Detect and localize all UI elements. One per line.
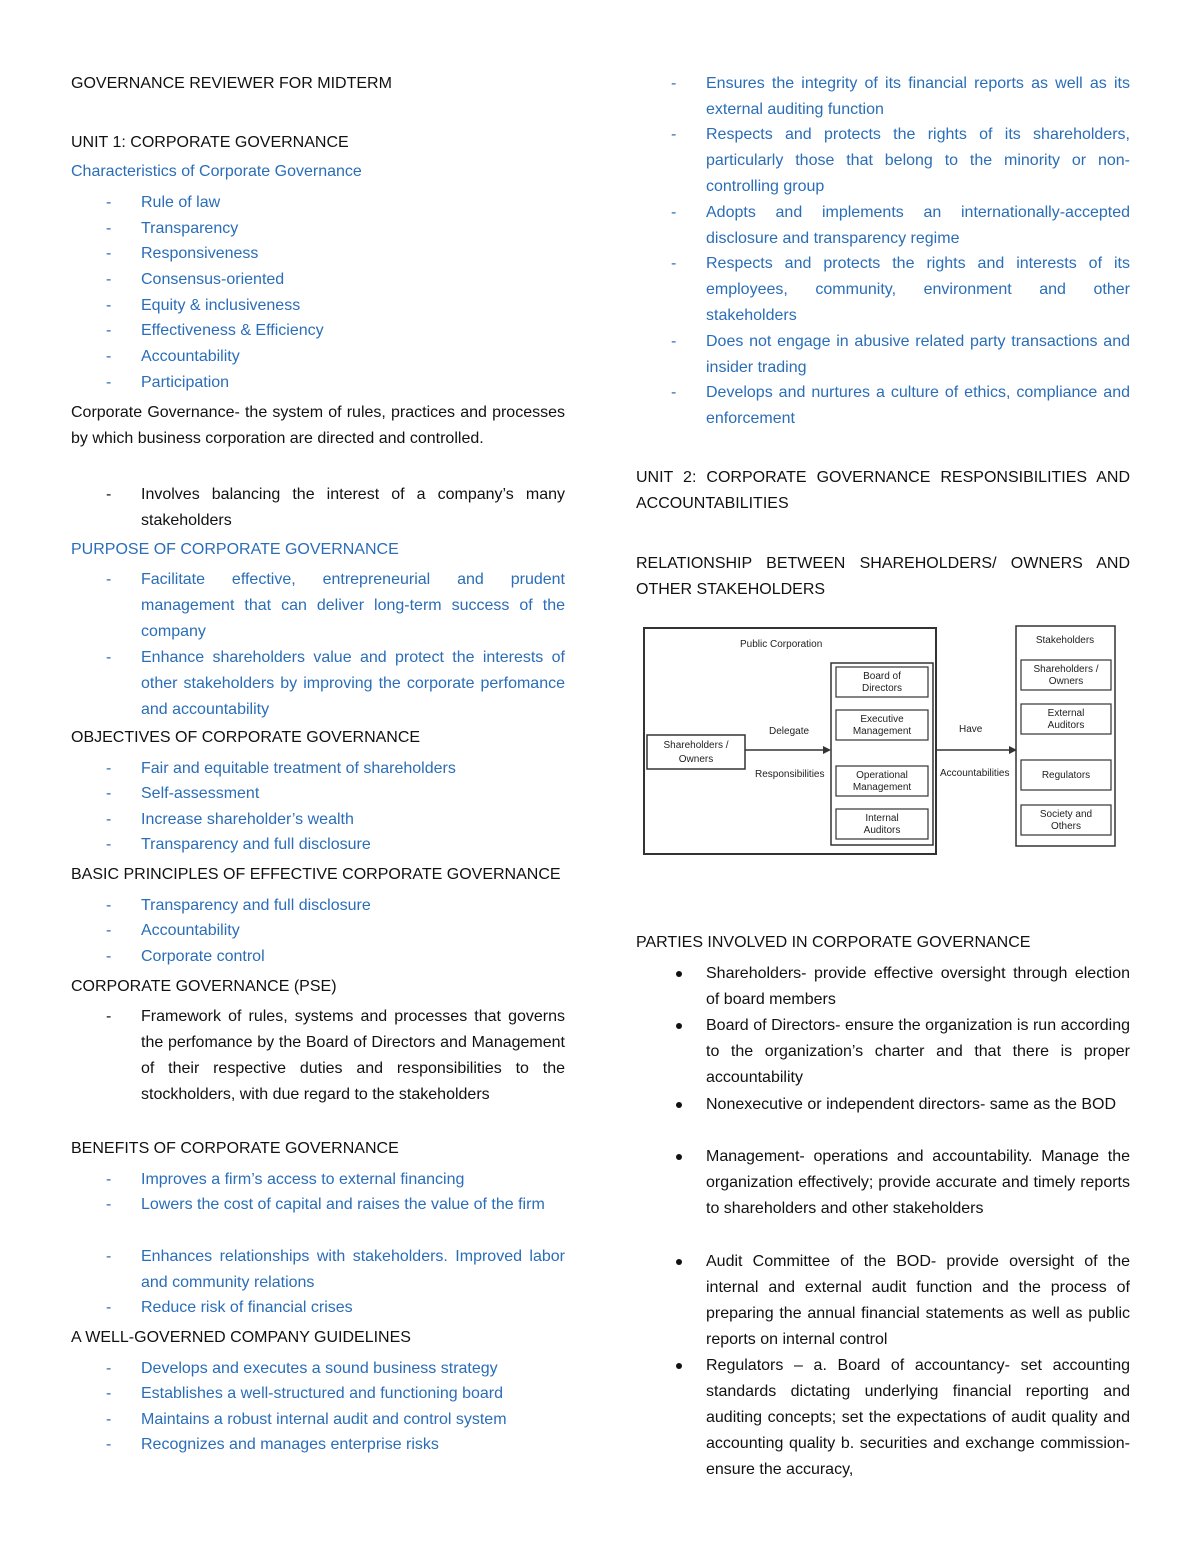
- list-item: Nonexecutive or independent directors- same as the BOD: [636, 1092, 1130, 1118]
- list-item: - Respects and protects the rights of its shareholders, particularly those that belong to the minority or non-controlling group: [671, 126, 1130, 195]
- bullet-icon: [676, 1102, 682, 1108]
- unit1-heading: UNIT 1: CORPORATE GOVERNANCE: [71, 134, 349, 151]
- list-item: - Equity & inclusiveness: [106, 297, 301, 314]
- list-item: - Adopts and implements an internationally-accepted disclosure and transparency regime: [671, 204, 1130, 247]
- document-title: GOVERNANCE REVIEWER FOR MIDTERM: [71, 75, 392, 92]
- list-item: - Increase shareholder’s wealth: [106, 811, 354, 828]
- list-item: Regulators – a. Board of accountancy- set accounting standards dictating underlying financial reporting and auditing concepts; set the expectations of audit quality and accounting quality b. securities and exchange commission- ensure the accuracy,: [636, 1353, 1130, 1483]
- internal-label-1: Internal: [865, 813, 899, 824]
- list-item: - Develops and nurtures a culture of ethics, compliance and enforcement: [671, 384, 1130, 427]
- list-item: - Respects and protects the rights and interests of its employees, community, environment and other stakeholders: [671, 255, 1130, 324]
- oper-label-1: Operational: [856, 770, 908, 781]
- list-item: - Consensus-oriented: [106, 271, 285, 288]
- list-item: - Ensures the integrity of its financial reports as well as its external auditing function: [671, 75, 1130, 118]
- list-item: - Participation: [106, 374, 230, 391]
- board-label-1: Board of: [863, 671, 901, 682]
- parties-heading: PARTIES INVOLVED IN CORPORATE GOVERNANCE: [636, 934, 1031, 951]
- list-item: - Lowers the cost of capital and raises the value of the firm: [106, 1196, 545, 1213]
- list-item: - Accountability: [106, 922, 240, 939]
- bullet-icon: [676, 1363, 682, 1369]
- delegate-label: Delegate: [769, 726, 810, 737]
- list-item: Board of Directors- ensure the organization is run according to the organization’s charter and that there is proper accountability: [636, 1013, 1130, 1091]
- list-item: - Enhances relationships with stakeholders. Improved labor and community relations: [106, 1248, 565, 1291]
- list-item: - Maintains a robust internal audit and control system: [106, 1411, 507, 1428]
- shareholders-label-1: Shareholders /: [663, 740, 729, 751]
- definition-paragraph: Corporate Governance- the system of rules, practices and processes by which business corporation are directed and controlled.: [71, 404, 565, 447]
- pse-heading: CORPORATE GOVERNANCE (PSE): [71, 978, 337, 995]
- public-corporation-label: Public Corporation: [740, 639, 823, 650]
- list-item: - Develops and executes a sound business strategy: [106, 1360, 498, 1377]
- society-label-1: Society and: [1039, 809, 1093, 820]
- list-item: - Facilitate effective, entrepreneurial and prudent management that can deliver long-term success of the company: [106, 571, 565, 640]
- list-item: - Framework of rules, systems and processes that governs the perfomance by the Board of Directors and Management of their respective duties and responsibilities to the stockholders, with due regard to the stakeholders: [106, 1008, 565, 1103]
- relationship-heading: RELATIONSHIP BETWEEN SHAREHOLDERS/ OWNERS AND OTHER STAKEHOLDERS: [636, 555, 1130, 598]
- list-item: - Self-assessment: [106, 785, 260, 802]
- list-item: Audit Committee of the BOD- provide oversight of the internal and external audit function and the process of preparing the annual financial statements as well as public reports on internal control: [636, 1249, 1130, 1353]
- accountabilities-label: Accountabilities: [940, 768, 1010, 779]
- bullet-icon: [676, 971, 682, 977]
- exec-label-1: Executive: [860, 714, 904, 725]
- list-item: - Rule of law: [106, 194, 221, 211]
- purpose-heading: PURPOSE OF CORPORATE GOVERNANCE: [71, 541, 399, 558]
- list-item: - Transparency and full disclosure: [106, 836, 371, 853]
- list-item: - Enhance shareholders value and protect the interests of other stakeholders by improving the corporate perfomance and accountability: [106, 649, 565, 718]
- society-label-2: Others: [1050, 821, 1082, 832]
- benefits-heading: BENEFITS OF CORPORATE GOVERNANCE: [71, 1140, 399, 1157]
- bullet-icon: [676, 1023, 682, 1029]
- list-item: - Reduce risk of financial crises: [106, 1299, 353, 1316]
- principles-heading: BASIC PRINCIPLES OF EFFECTIVE CORPORATE GOVERNANCE: [71, 866, 561, 883]
- exec-label-2: Management: [852, 726, 912, 737]
- relationship-diagram: [643, 624, 1117, 856]
- stakeholders-label: Stakeholders: [1035, 635, 1095, 646]
- responsibilities-label: Responsibilities: [755, 769, 825, 780]
- list-item: - Involves balancing the interest of a company’s many stakeholders: [106, 486, 565, 529]
- internal-label-2: Auditors: [863, 825, 901, 836]
- ext-label-2: Auditors: [1047, 720, 1085, 731]
- list-item: - Effectiveness & Efficiency: [106, 322, 324, 339]
- guidelines-heading: A WELL-GOVERNED COMPANY GUIDELINES: [71, 1329, 411, 1346]
- regulators-label: Regulators: [1041, 770, 1091, 781]
- list-item: - Improves a firm’s access to external financing: [106, 1171, 465, 1188]
- board-label-2: Directors: [861, 683, 903, 694]
- ext-label-1: External: [1047, 708, 1085, 719]
- list-item: - Corporate control: [106, 948, 265, 965]
- list-item: - Recognizes and manages enterprise risks: [106, 1436, 439, 1453]
- list-item: - Transparency and full disclosure: [106, 897, 371, 914]
- list-item: - Transparency: [106, 220, 239, 237]
- list-item: - Does not engage in abusive related party transactions and insider trading: [671, 333, 1130, 376]
- bullet-icon: [676, 1154, 682, 1160]
- list-item: - Establishes a well-structured and functioning board: [106, 1385, 503, 1402]
- characteristics-heading: Characteristics of Corporate Governance: [71, 163, 362, 180]
- sh-label-2: Owners: [1048, 676, 1084, 687]
- list-item: - Fair and equitable treatment of shareholders: [106, 760, 456, 777]
- shareholders-label-2: Owners: [678, 754, 714, 765]
- oper-label-2: Management: [852, 782, 912, 793]
- list-item: - Responsiveness: [106, 245, 259, 262]
- delegate-arrowhead: [823, 746, 831, 754]
- list-item: Shareholders- provide effective oversight through election of board members: [636, 961, 1130, 1013]
- unit2-heading: UNIT 2: CORPORATE GOVERNANCE RESPONSIBILITIES AND ACCOUNTABILITIES: [636, 469, 1130, 512]
- list-item: Management- operations and accountability. Manage the organization effectively; provide accurate and timely reports to shareholders and other stakeholders: [636, 1144, 1130, 1222]
- have-label: Have: [959, 724, 983, 735]
- bullet-icon: [676, 1259, 682, 1265]
- objectives-heading: OBJECTIVES OF CORPORATE GOVERNANCE: [71, 729, 421, 746]
- sh-label-1: Shareholders /: [1033, 664, 1099, 675]
- list-item: - Accountability: [106, 348, 240, 365]
